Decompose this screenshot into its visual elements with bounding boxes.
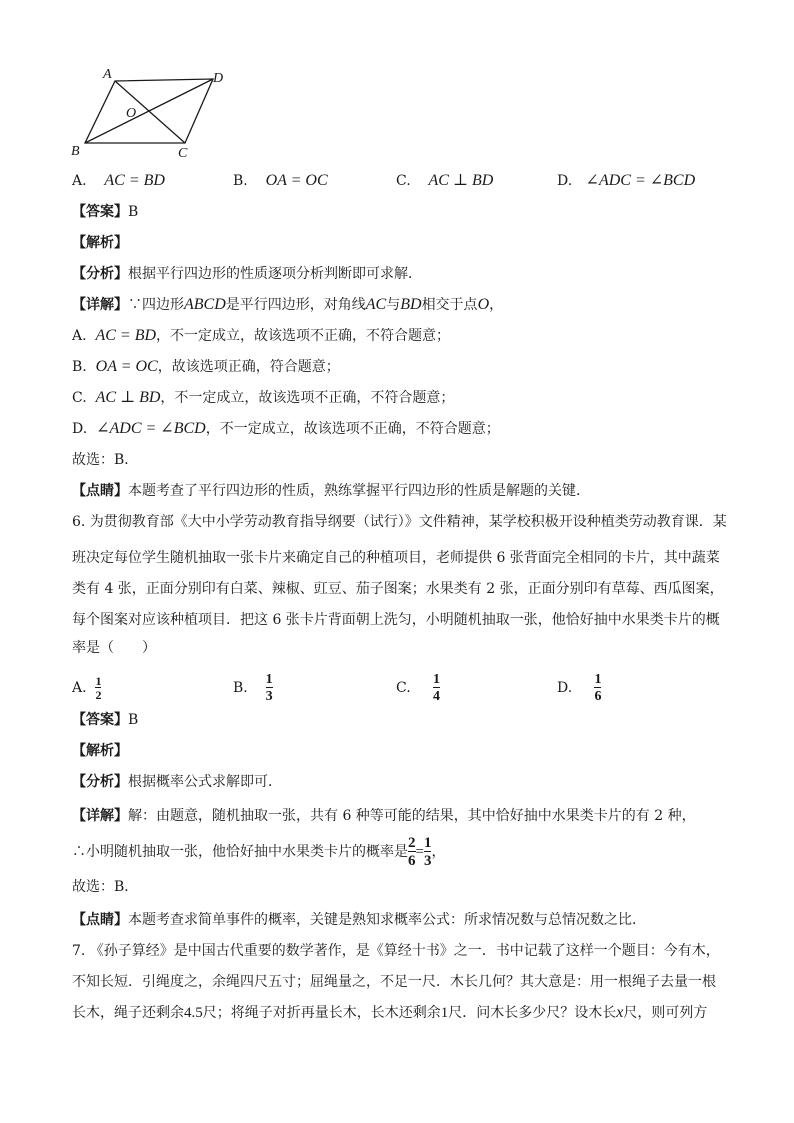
q6-choose: 故选：B． [72,879,139,895]
fraction-two-sixths: $\frac{2}{6}$ [408,835,416,869]
fraction: $\frac{1}{2}$ [95,674,102,702]
q5-option-d: D. ∠ADC = ∠BCD [557,172,696,189]
label-a: A [103,67,112,82]
q7-line-2: 不知长短．引绳度之，余绳四尺五寸；屈绳量之，不足一尺．木长几何？其大意是：用一根绳子去量一根 [72,974,716,990]
q5-answer: 【答案】B [72,204,139,220]
q6-option-a: A. $\frac{1}{2}$ [72,674,102,702]
q5-comment: 【点睛】本题考查了平行四边形的性质，熟练掌握平行四边形的性质是解题的关键． [72,483,590,499]
q6-stem-line-5: 率是（ ） [72,640,156,656]
fraction-one-third: $\frac{1}{3}$ [423,835,432,869]
q6-fenxi: 【分析】根据概率公式求解即可． [72,774,282,790]
q5-option-a: A. AC = BD [72,172,165,189]
diagonal-bd [85,79,213,143]
q5-line-b: B. OA = OC，故该选项正确，符合题意； [72,358,340,375]
q6-detail: 【详解】解：由题意，随机抽取一张，共有 6 种等可能的结果，其中恰好抽中水果类卡片的有 2 种， [72,808,696,824]
q5-option-c: C. AC ⊥ BD [396,172,494,189]
q7-line-3: 长木，绳子还剩余4.5尺；将绳子对折再量长木，长木还剩余1尺．问木长多少尺？设木长x尺，则可列方 [72,1004,708,1021]
q6-option-b: B. $\frac{1}{3}$ [233,672,273,704]
q5-analysis-tag: 【解析】 [72,235,128,251]
q6-stem-line-3: 类有 4 张，正面分别印有白菜、辣椒、豇豆、茄子图案；水果类有 2 张，正面分别印有草莓、西瓜图案， [72,581,724,597]
q6-stem-line-4: 每个图案对应该种植项目．把这 6 张卡片背面朝上洗匀，小明随机抽取一张，他恰好抽中水果类卡片的概 [72,612,720,628]
q6-answer: 【答案】B [72,712,139,728]
parallelogram-figure [60,62,230,162]
label-c: C [178,146,188,161]
q6-therefore: ∴小明随机抽取一张，他恰好抽中水果类卡片的概率是 $\frac{2}{6}$ = $\frac{1}{3}$ ， [72,835,446,869]
fraction: $\frac{1}{6}$ [594,672,602,704]
q5-line-d: D. ∠ADC = ∠BCD，不一定成立，故该选项不正确，不符合题意； [72,420,500,437]
label-d: D [213,71,224,86]
q6-stem-line-1: 6. 为贯彻教育部《大中小学劳动教育指导纲要（试行）》文件精神，某学校积极开设种植类劳动教育课．某 [72,514,727,530]
q6-comment: 【点睛】本题考查求简单事件的概率，关键是熟知求概率公式：所求情况数与总情况数之比． [72,912,646,928]
q5-choose: 故选：B． [72,452,139,468]
label-o: O [126,106,137,121]
q6-option-d: D. $\frac{1}{6}$ [557,672,602,704]
q5-option-b: B. OA = OC [233,172,328,189]
q6-stem-line-2: 班决定每位学生随机抽取一张卡片来确定自己的种植项目，老师提供 6 张背面完全相同的卡片，其中蔬菜 [72,550,720,566]
q5-line-c: C. AC ⊥ BD，不一定成立，故该选项不正确，不符合题意； [72,389,455,406]
fraction: $\frac{1}{4}$ [432,672,440,704]
label-b: B [71,144,80,159]
q7-line-1: 7. 《孙子算经》是中国古代重要的数学著作，是《算经十书》之一．书中记载了这样一个题目：今有木， [72,943,720,959]
q5-detail: 【详解】∵四边形ABCD是平行四边形，对角线AC与BD相交于点O， [72,296,504,313]
q6-option-c: C. $\frac{1}{4}$ [396,672,440,704]
fraction: $\frac{1}{3}$ [265,672,273,704]
q5-line-a: A. AC = BD，不一定成立，故该选项不正确，不符合题意； [72,327,451,344]
q6-analysis-tag: 【解析】 [72,743,128,759]
q5-fenxi: 【分析】根据平行四边形的性质逐项分析判断即可求解． [72,266,422,282]
